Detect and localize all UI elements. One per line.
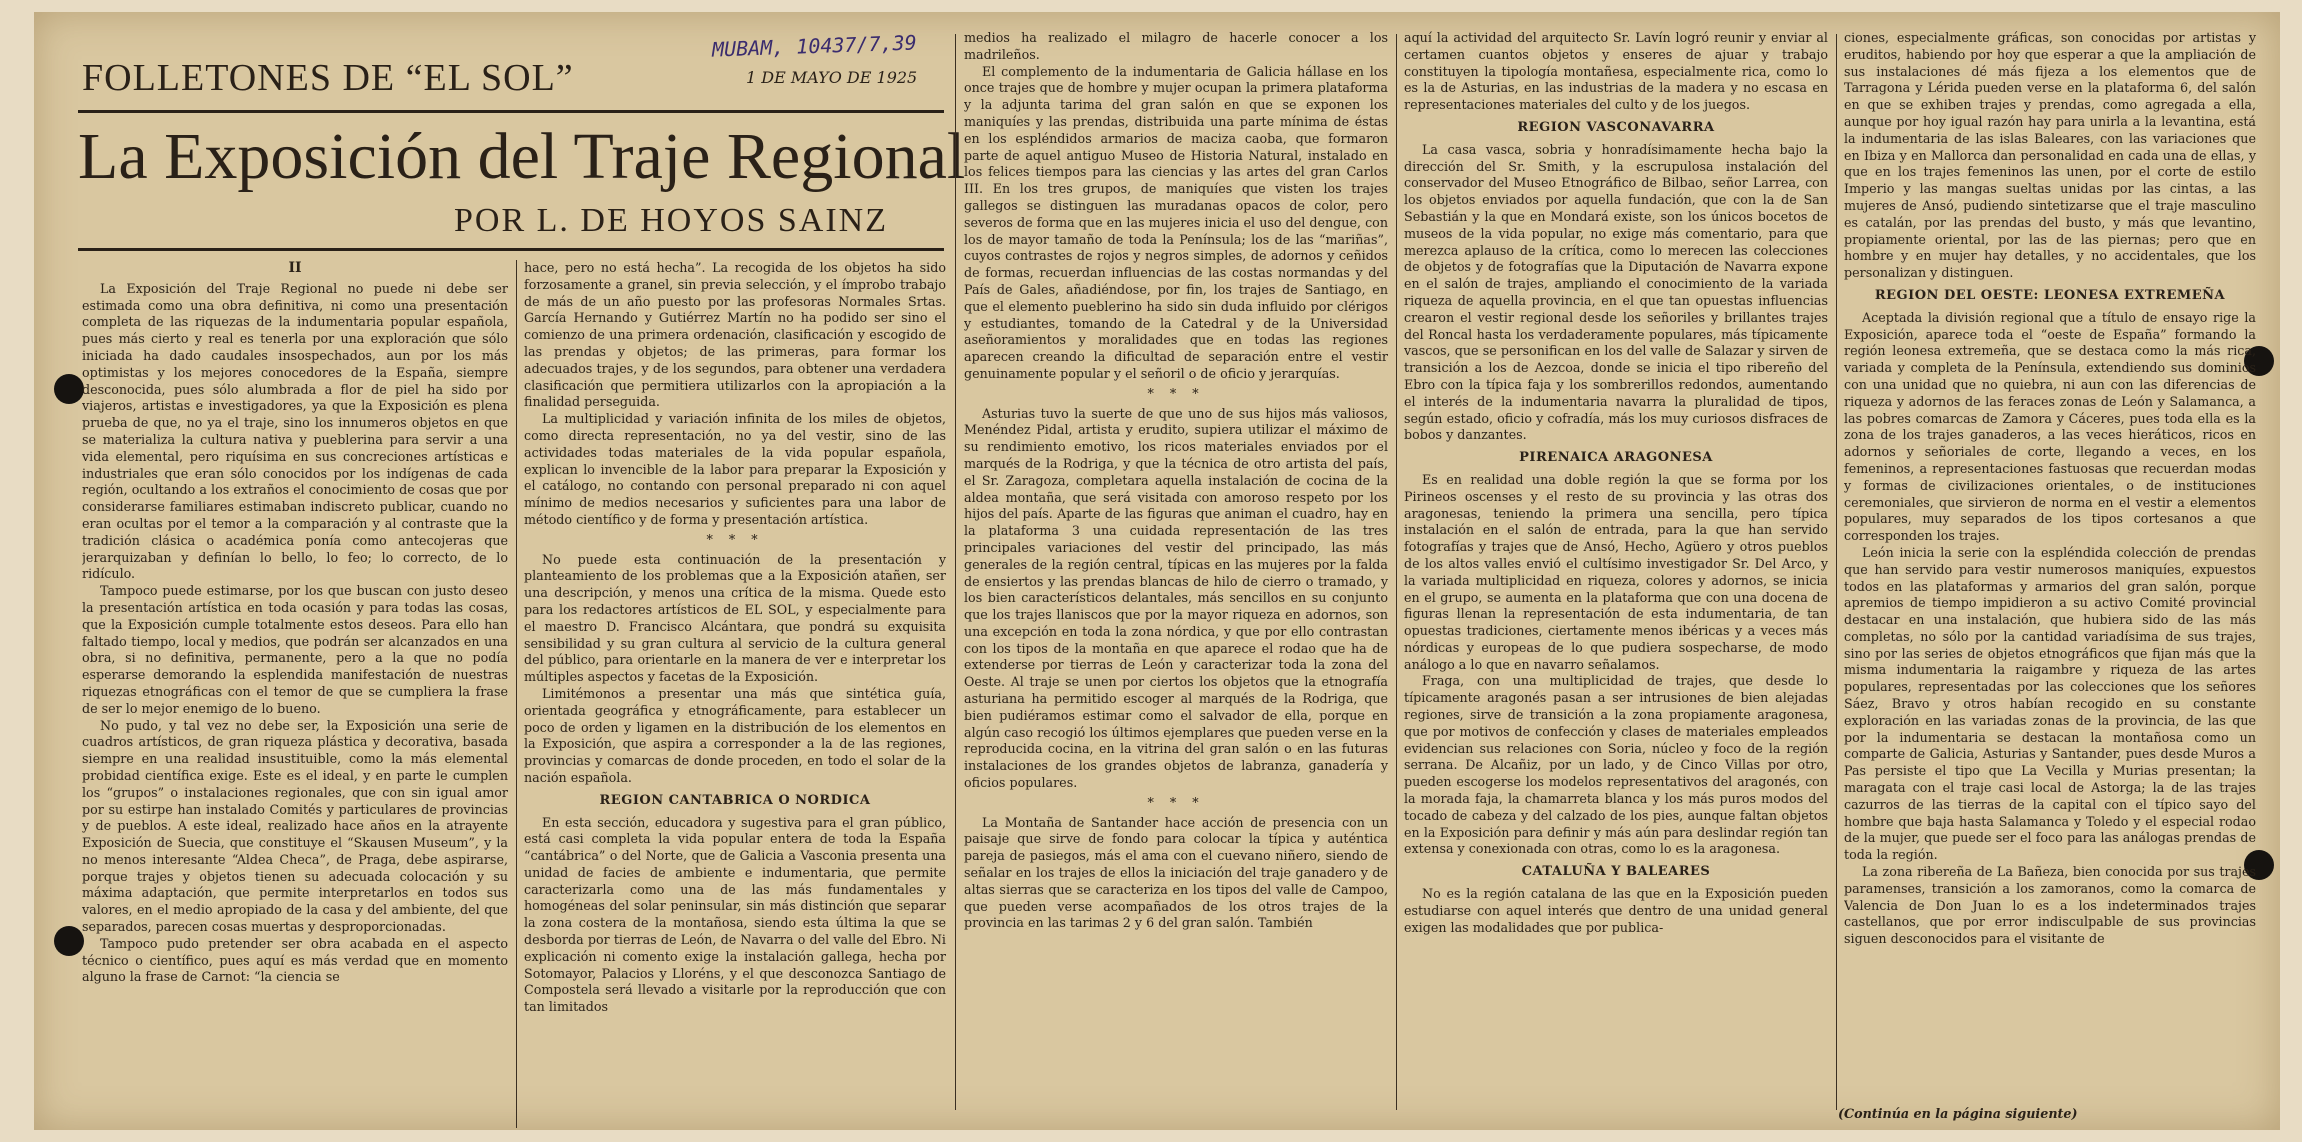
column-divider xyxy=(1836,34,1837,1110)
article-column-1 xyxy=(82,260,508,1128)
article-paragraph: Fraga, con una multiplicidad de trajes, que desde lo típicamente aragonés pasan a ser intrusiones de bien alejadas regiones, sirve de transición a la zona propiamente aragonesa, que por motivos de confección y clases de materiales empleados evidencian sus relaciones con Soria, núcleo y foco de la región serrana. De Alcañiz, por un lado, y de Cinco Villas por otro, pueden escogerse los modelos representativos del aragonés, con la morada faja, la chamarreta blanca y los más puros modos del tocado de cabeza y del calzado de los pies, aunque faltan objetos en la Exposición para definir y más aún para deslindar región tan extensa y conexionada con otras, como lo es la aragonesa. xyxy=(1404,673,1828,857)
section-separator: * * * xyxy=(1147,385,1205,401)
section-heading: REGION VASCONAVARRA xyxy=(1517,119,1715,135)
article-headline: La Exposición del Traje Regional xyxy=(78,120,966,193)
article-paragraph: En esta sección, educadora y sugestiva para el gran público, está casi completa la vida popular entera de toda la España “cantábrica” o del Norte, que de Galicia a Vasconia presenta una unidad de facies de ambiente e indumentaria, que permite caracterizarla como una de las más fundamentales y homogéneas del solar peninsular, sin más distinción que separar la zona costera de la montañosa, siendo esta última la que se desborda por tierras de León, de Navarra o del valle del Ebro. Ni explicación ni comento exige la instalación gallega, hecha por Sotomayor, Palacios y Lloréns, y el que desconozca Santiago de Compostela será llevado a visitarle por la reproducción que con tan limitados xyxy=(524,814,946,1015)
article-column-3 xyxy=(964,30,1388,1128)
section-heading: REGION DEL OESTE: LEONESA EXTREMEÑA xyxy=(1874,287,2226,303)
article-paragraph: La Montaña de Santander hace acción de presencia con un paisaje que sirve de fondo para colocar la típica y auténtica pareja de pasiegos, más el ama con el cuevano niñero, siendo de señalar en los trajes de ellos la iniciación del traje ganadero y de altas sierras que se caracteriza en los tipos del valle de Campoo, que pueden verse acompañados de los otros trajes de la provincia en las tarimas 2 y 6 del gran salón. También xyxy=(964,814,1388,931)
headline-rule xyxy=(78,248,944,251)
punch-hole xyxy=(54,926,84,956)
continued-note: (Continúa en la página siguiente) xyxy=(1838,1106,2078,1121)
section-separator: * * * xyxy=(1147,794,1205,810)
article-paragraph: El complemento de la indumentaria de Galicia hállase en los once trajes que de hombre y mujer ocupan la primera plataforma y la adjunta tarima del gran salón en que se exponen los maniquíes y las prendas, distribuida una parte mínima de éstas en los espléndidos armarios de maciza caoba, que formaron parte de aquel antiguo Museo de Historia Natural, instalado en los felices tiempos para las ciencias y las artes del gran Carlos III. En los tres grupos, de maniquíes que visten los trajes gallegos se distinguen las muradanas opacos de color, pero severos de forma que en las mujeres inicia el uso del dengue, con los de mayor tamaño de toda la Península; los de las “mariñas”, cuyos contrastes de rojos y negros simples, de adornos y ceñidos de formas, recuerdan influencias de las costas normandas y del País de Gales, añadiéndose, por fin, los trajes de Santiago, en que el elemento pueblerino ha sido sin duda influido por clérigos y estudiantes, tomando de la Catedral y de la Universidad aseñoramientos y moralidades que en todas las regiones aparecen creando la dificultad de separación entre el vestir genuinamente popular y el señoril o de oficio y jerarquías. xyxy=(964,63,1388,381)
article-paragraph: ciones, especialmente gráficas, son conocidas por artistas y eruditos, habiendo por hoy que esperar a que la ampliación de sus instalaciones dé más fijeza a los elementos que de Tarragona y Lérida pueden verse en la plataforma 6, del salón en que se exhiben trajes y prendas, como agregada a ella, aunque por hoy igual razón hay para unirla a la levantina, está la indumentaria de las islas Baleares, con las variaciones que en Ibiza y en Mallorca dan personalidad en cada una de ellas, y que en los trajes femeninos las unen, por el corte de estilo Imperio y las mangas sueltas unidas por las cintas, a las mujeres de Ansó, pudiendo sintetizarse que el traje masculino es catalán, por las prendas del busto, y más que levantino, propiamente oriental, por las de las piernas; pero que en hombre y en mujer hay detalles, y no accidentales, que los personalizan y distinguen. xyxy=(1844,30,2256,281)
section-numeral: II xyxy=(288,260,302,276)
section-heading: CATALUÑA Y BALEARES xyxy=(1521,864,1711,880)
article-paragraph: medios ha realizado el milagro de hacerle conocer a los madrileños. xyxy=(964,30,1388,62)
article-paragraph: No pudo, y tal vez no debe ser, la Exposición una serie de cuadros artísticos, de gran riqueza plástica y decorativa, basada siempre en una realidad insustituible, como la más elemental probidad científica exige. Este es el ideal, y en parte le cumplen los “grupos” o instalaciones regionales, que con sin igual amor por su estirpe han instalado Comités y particulares de provincias y de pueblos. A este ideal, realizado hace años en la atrayente Exposición de Suecia, que constituye el “Skausen Museum”, y la no menos interesante “Aldea Checa”, de Praga, debe aspirarse, porque trajes y objetos tienen su adecuada colocación y su máxima adaptación, que permite interpretarlos en todos sus valores, en el medio apropiado de la casa y del ambiente, del que separados, parecen cosas muertas y desproporcionadas. xyxy=(82,717,508,935)
article-paragraph: León inicia la serie con la espléndida colección de prendas que han servido para vestir numerosos maniquíes, expuestos todos en las plataformas y armarios del gran salón, porque apremios de tiempo impidieron a su activo Comité provincial destacar en una instalación, que hubiera sido de las más completas, no sólo por la cantidad variadísima de sus trajes, sino por las series de objetos etnográficos que fijan más que la misma indumentaria la raigambre y riqueza de las artes populares, representadas por las colecciones que los señores Sáez, Bravo y otros habían recogido en su constante exploración en las variadas zonas de la provincia, de las que por la indumentaria se destacan la montañosa como un comparte de Galicia, Asturias y Santander, pues desde Muros a Pas persiste el tipo que La Vecilla y Murias presentan; la maragata con el traje casi local de Astorga; la de las trajes cazurros de las tierras de la capital con el típico sayo del hombre que baja hasta Salamanca y Toledo y el especial rodao de la mujer, que puede ser el foco para las análogas prendas de toda la región. xyxy=(1844,544,2256,863)
article-column-4 xyxy=(1404,30,1828,1128)
section-heading: REGION CANTABRICA O NORDICA xyxy=(599,792,871,808)
article-column-2 xyxy=(524,260,946,1128)
article-paragraph: Aceptada la división regional que a título de ensayo rige la Exposición, aparece toda el “oeste de España” formando la región leonesa extremeña, que se destaca como la más rica, variada y completa de la Península, extendiendo sus dominios con una unidad que no quiebra, ni aun con las diferencias de riqueza y adornos de las feraces zonas de León y Salamanca, a las pobres comarcas de Zamora y Cáceres, pues toda ella es la zona de los trajes ganaderos, a las veces hieráticos, ricos en adornos y señoriales de corte, llegando a veces, en los femeninos, a representaciones fastuosas que recuerdan modas y formas de civilizaciones orientales, o de instituciones ceremoniales, que sirvieron de norma en el vestir a elementos populares, muy separados de los tipos cortesanos a que corresponden los trajes. xyxy=(1844,309,2256,544)
article-paragraph: La zona ribereña de La Bañeza, bien conocida por sus trajes paramenses, transición a los zamoranos, como la comarca de Valencia de Don Juan lo es a los indeterminados trajes castellanos, que por error indisculpable de sus provincias siguen desconocidos para el visitante de xyxy=(1844,864,2256,947)
column-divider xyxy=(955,34,956,1110)
punch-hole xyxy=(54,374,84,404)
article-paragraph: No es la región catalana de las que en la Exposición pueden estudiarse con aquel interés que dentro de una unidad general exigen las modalidades que por publica- xyxy=(1404,886,1828,935)
column-divider xyxy=(1396,34,1397,1110)
article-paragraph: Asturias tuvo la suerte de que uno de sus hijos más valiosos, Menéndez Pidal, artista y erudito, supiera utilizar el máximo de su rendimiento emotivo, los ricos materiales enviados por el marqués de la Rodriga, y que la técnica de otro artista del país, el Sr. Zaragoza, completara aquella instalación de cocina de la aldea montaña, que será visitada con amoroso respeto por los hijos del país. Aparte de las figuras que animan el cuadro, hay en la plataforma 3 una cuidada representación de las tres principales variaciones del vestir del principado, las más generales de la región central, típicas en las mujeres por la falda de ensiertos y las prendas blancas de hilo de cierro o tramado, y los bien característicos delantales, más sencillos en su conjunto que los trajes llaniscos que por la mayor riqueza en adornos, son una excepción en toda la zona nórdica, y que por ello contrastan con los tipos de la montaña en que aparece el rodao que ha de extenderse por tierras de León y caracterizar toda la zona del Oeste. Al traje se unen por ciertos los objetos que la etnografía asturiana ha permitido escoger al marqués de la Rodriga, que bien pudiéramos estimar como el salvador de ella, porque en algún caso recogió los últimos ejemplares que pueden verse en la reproducida cocina, en la vitrina del gran salón o en las futuras instalaciones de los grandes objetos de labranza, ganadería y oficios populares. xyxy=(964,405,1388,791)
section-heading: PIRENAICA ARAGONESA xyxy=(1519,450,1713,466)
series-title: FOLLETONES DE “EL SOL” xyxy=(82,57,574,99)
article-paragraph: Tampoco pudo pretender ser obra acabada en el aspecto técnico o científico, pues aquí es más verdad que en momento alguno la frase de Carnot: “la ciencia se xyxy=(82,935,508,985)
article-paragraph: aquí la actividad del arquitecto Sr. Lavín logró reunir y enviar al certamen cuantos objetos y enseres de ajuar y trabajo constituyen la tipología montañesa, especialmente rica, como lo es la de Asturias, en las industrias de la madera y no escasa en representaciones materiales del culto y de los juegos. xyxy=(1404,30,1828,113)
article-paragraph: Limitémonos a presentar una más que sintética guía, orientada geográfica y etnográficamente, para establecer un poco de orden y ligamen en la distribución de los elementos en la Exposición, que aspira a corresponder a la de las regiones, provincias y comarcas de donde proceden, en todo el solar de la nación española. xyxy=(524,685,946,785)
header-rule xyxy=(78,110,944,113)
article-paragraph: No puede esta continuación de la presentación y planteamiento de los problemas que a la Exposición atañen, ser una descripción, y menos una crítica de la misma. Quede esto para los redactores artísticos de EL SOL, y especialmente para el maestro D. Francisco Alcántara, que pondrá su exquisita sensibilidad y su gran cultura al servicio de la cultura general del público, para orientarle en la manera de ver e interpretar los múltiples aspectos y facetas de la Exposición. xyxy=(524,551,946,685)
publication-date: 1 DE MAYO DE 1925 xyxy=(746,68,918,87)
article-paragraph: hace, pero no está hecha”. La recogida de los objetos ha sido forzosamente a granel, sin previa selección, y el ímprobo trabajo de más de un año puesto por las profesoras Normales Srtas. García Hernando y Gutiérrez Martín no ha podido ser sino el comienzo de una primera ordenación, clasificación y escogido de las prendas y objetos; de las primeras, para formar los adecuados trajes, y de los segundos, para obtener una verdadera clasificación que permitiera utilizarlos con la apropiación a la finalidad perseguida. xyxy=(524,260,946,410)
article-paragraph: La Exposición del Traje Regional no puede ni debe ser estimada como una obra definitiva, ni como una presentación completa de las riquezas de la indumentaria popular española, pues más cierto y real es tenerla por una exploración que sólo iniciada ha dado caudales insospechados, aun por los más optimistas y los mejores conocedores de la España, siempre desconocida, pues sólo alumbrada a flor de piel ha sido por viajeros, artistas e investigadores, ya que la Exposición es plena prueba de que, no ya el traje, sino los innumeros objetos en que se materializa la cultura nativa y pueblerina para servir a una vida elemental, pero riquísima en sus concreciones artísticas e industriales que eran sólo conocidos por los indígenas de cada región, ocultando a los extraños el conocimiento de cosas que por considerarse familiares estimaban indiscreto publicar, cuando no eran ocultas por el temor a la comparación y al contraste que la tradición clásica o académica ponía como antecojeras que jerarquizaban y definían lo bello, lo feo; lo correcto, de lo ridículo. xyxy=(82,280,508,582)
article-column-5 xyxy=(1844,30,2256,1104)
article-paragraph: La multiplicidad y variación infinita de los miles de objetos, como directa representación, no ya del vestir, sino de las actividades todas materiales de la vida popular española, explican lo invencible de la labor para preparar la Exposición y el catálogo, no contando con personal preparado ni con aquel mínimo de medios necesarios y suficientes para una labor de método científico y de forma y presentación artística. xyxy=(524,411,946,527)
column-divider xyxy=(516,260,517,1128)
catalog-stamp: MUBAM, 10437/7,39 xyxy=(711,30,918,62)
article-paragraph: La casa vasca, sobria y honradísimamente hecha bajo la dirección del Sr. Smith, y la escrupulosa instalación del conservador del Museo Etnográfico de Bilbao, señor Larrea, con los objetos enviados por aquella fundación, que con la de San Sebastián y la que en Mondará existe, son los únicos bocetos de museos de la vida popular, no exige más comentario, para que merezca aplauso de la crítica, como lo merecen las colecciones de objetos y de fotografías que la Diputación de Navarra expone en el salón de trajes, ampliando el conocimiento de la variada riqueza de aquella provincia, en el que tan opuestas influencias crearon el vestir regional desde los señoriles y brillantes trajes del Roncal hasta los verdaderamente populares, más típicamente vascos, que se personifican en los del valle de Salazar y sirven de transición a los de Aezcoa, donde se inicia el tipo ribereño del Ebro con la típica faja y los sombrerillos redondos, aumentando el interés de la indumentaria navarra la pluralidad de tipos, según estado, oficio y cofradía, más los muy curiosos disfraces de bobos y danzantes. xyxy=(1404,141,1828,443)
section-separator: * * * xyxy=(706,531,764,547)
newspaper-clipping xyxy=(34,12,2280,1130)
article-paragraph: Es en realidad una doble región la que se forma por los Pirineos oscenses y el resto de su provincia y las otras dos aragonesas, teniendo la primera una sencilla, pero típica instalación en el salón de entrada, para la que han servido fotografías y trajes que de Ansó, Hecho, Agüero y otros pueblos de los altos valles envió el cultísimo investigador Sr. Del Arco, y la variada multiplicidad en riqueza, colores y adornos, se inicia en el grupo, se aumenta en la plataforma que con una docena de figuras llenan la representación de esta indumentaria, de tan opuestas tradiciones, ciertamente menos ibéricas y a veces más nórdicas y europeas de lo que pudiera sospecharse, de modo análogo a lo que en navarro señalamos. xyxy=(1404,471,1828,672)
article-paragraph: Tampoco puede estimarse, por los que buscan con justo deseo la presentación artística en toda ocasión y para todas las cosas, que la Exposición cumple totalmente estos deseos. Para ello han faltado tiempo, local y medios, que podrán ser alcanzados en una obra, si no definitiva, permanente, pero a la que no podía esperarse demorando la esplendida manifestación de nuestras riquezas etnográficas con el temor de que se cumpliera la frase de ser lo mejor enemigo de lo bueno. xyxy=(82,583,508,716)
article-byline: POR L. DE HOYOS SAINZ xyxy=(454,202,888,239)
